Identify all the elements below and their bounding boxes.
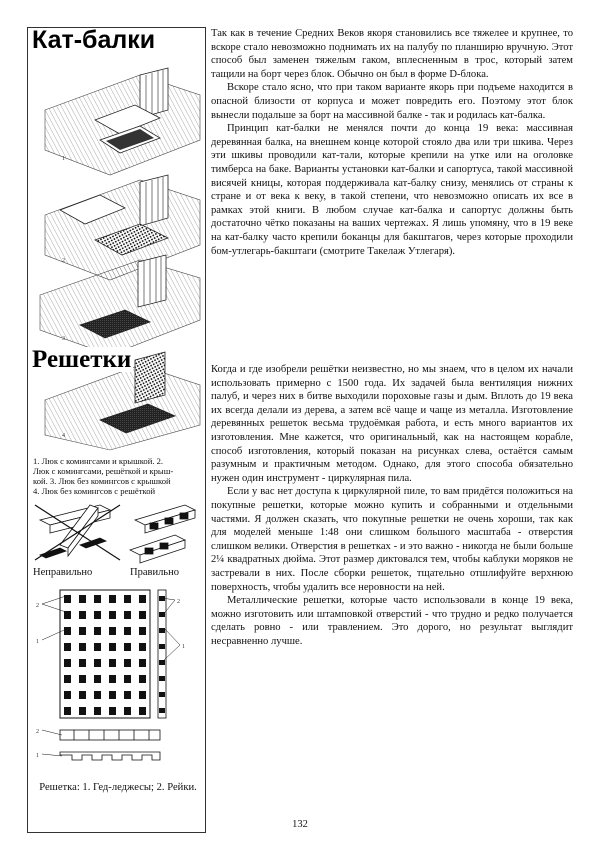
grating-callout-rails-right: 2	[177, 599, 180, 605]
figure-number-4: 4	[62, 433, 65, 439]
paragraph: Вскоре стало ясно, что при таком варианте якорь при подъеме находится в опасной близости от корпуса и может повредить его. Поэтому этот блок вынесли подальше за борт на массивной балке - так и родилась кат-балка.	[211, 82, 573, 121]
grating-callout-rails-top: 2	[36, 603, 39, 609]
paragraph: Так как в течение Средних Веков якоря становились все тяжелее и крупнее, то вскоре стало невозможно поднимать их на палубу по планширю вручную. Этот способ был заменен тяжелым гаком, вплесненным в трос, который затем тащили на борт через блок. Обычно он был в форме D-блока.	[211, 28, 573, 80]
grating-figure-caption: Решетка: 1. Гед-леджесы; 2. Рейки.	[39, 782, 197, 793]
label-right: Правильно	[130, 567, 179, 578]
figure-number-2: 2	[62, 258, 65, 264]
figure-number-3: 3	[62, 336, 65, 342]
cathead-text	[211, 27, 573, 258]
caption-line: Люк с комингсами, решёткой и крыш-	[33, 466, 174, 476]
grating-plan	[60, 590, 150, 718]
label-wrong: Неправильно	[33, 567, 93, 578]
page-number: 132	[292, 819, 308, 830]
grating-section	[60, 730, 160, 760]
grating-callout-ledges-left: 1	[36, 639, 39, 645]
grating-callout-ledges-section: 1	[36, 753, 39, 759]
caption-line: кой. 3. Люк без комингсов с крышкой	[33, 476, 171, 486]
heading-cathead: Кат-балки	[32, 26, 156, 54]
paragraph: Если у вас нет доступа к циркулярной пиле, то вам придётся положиться на покупные решетки, которые можно купить и собранными и отдельными частями. Я должен сказать, что покупные решетки не очень хороши, так как для моделей меньше 1:48 они слишком большого масштаба - отверстия слишком велики. Отверстия в решетках - и это важно - никогда не были больше 2¼ квадратных дюйма. Этот размер диктовался тем, чтобы каблуки моряков не застревали в них. После сборки решеток, тщательно отшлифуйте верхнюю поверхность, чтобы удалить все неровности на ней.	[211, 486, 573, 593]
paragraph: Когда и где изобрели решётки неизвестно, но мы знаем, что в целом их начали использовать примерно с 1500 года. Их задачей была вентиляция нижних палуб, и через них в битве выходили пороховые газы и дым. Вплоть до 19 века их всегда делали из дерева, а затем всё чаще и чаще из металла. Изготовление деревянных решеток весьма трудоёмкая работа, и есть много вариантов их изготовления. Мне кажется, что оригинальный, как на настоящем корабле, способ изготовления, который показан на рисунках слева, остаётся самым разумным и практичным методом. Однако, для этого способа обязательно нужен один инструмент - циркулярная пила.	[211, 364, 573, 484]
grating-callout-rails-section: 2	[36, 729, 39, 735]
heading-gratings: Решетки	[32, 346, 132, 373]
paragraph: Металлические решетки, которые часто использовали в конце 19 века, можно изготовить или штамповкой отверстий - что трудно и редко получается сделать ровно - или травлением. Это дорого, но результат выглядит несравненно лучше.	[211, 595, 573, 647]
paragraph: Принцип кат-балки не менялся почти до конца 19 века: массивная деревянная балка, на внешнем конце которой стояло два или три шкива. Через эти шкивы проводили кат-тали, которые крепили на утке или на оголовке тимберса на баке. Варианты установки кат-балки и сапортуса, такой массивной висячей кницы, которая поддерживала кат-балку снизу, менялись от страны к стране и от века к веку, в такой степени, что невозможно описать их все в рамках этой книги. В любом случае кат-балка и сапортус должны быть достаточно чётко показаны на ваших чертежах. Я лишь упомяну, что в 19 веке на кат-балку часто крепили боканцы для бакштагов, через которые проходили бом-утлегарь-бакштаги (смотрите Такелаж Утлегаря).	[211, 123, 573, 257]
grating-side-profile	[158, 590, 166, 718]
gratings-text	[211, 363, 573, 648]
caption-line: 1. Люк с комингсами и крышкой. 2.	[33, 456, 164, 466]
caption-line: 4. Люк без комингсов с решёткой	[33, 486, 156, 496]
grating-callout-ledges-right: 1	[182, 644, 185, 650]
hatch-figure-caption	[33, 456, 203, 496]
figure-number-1: 1	[62, 156, 65, 162]
